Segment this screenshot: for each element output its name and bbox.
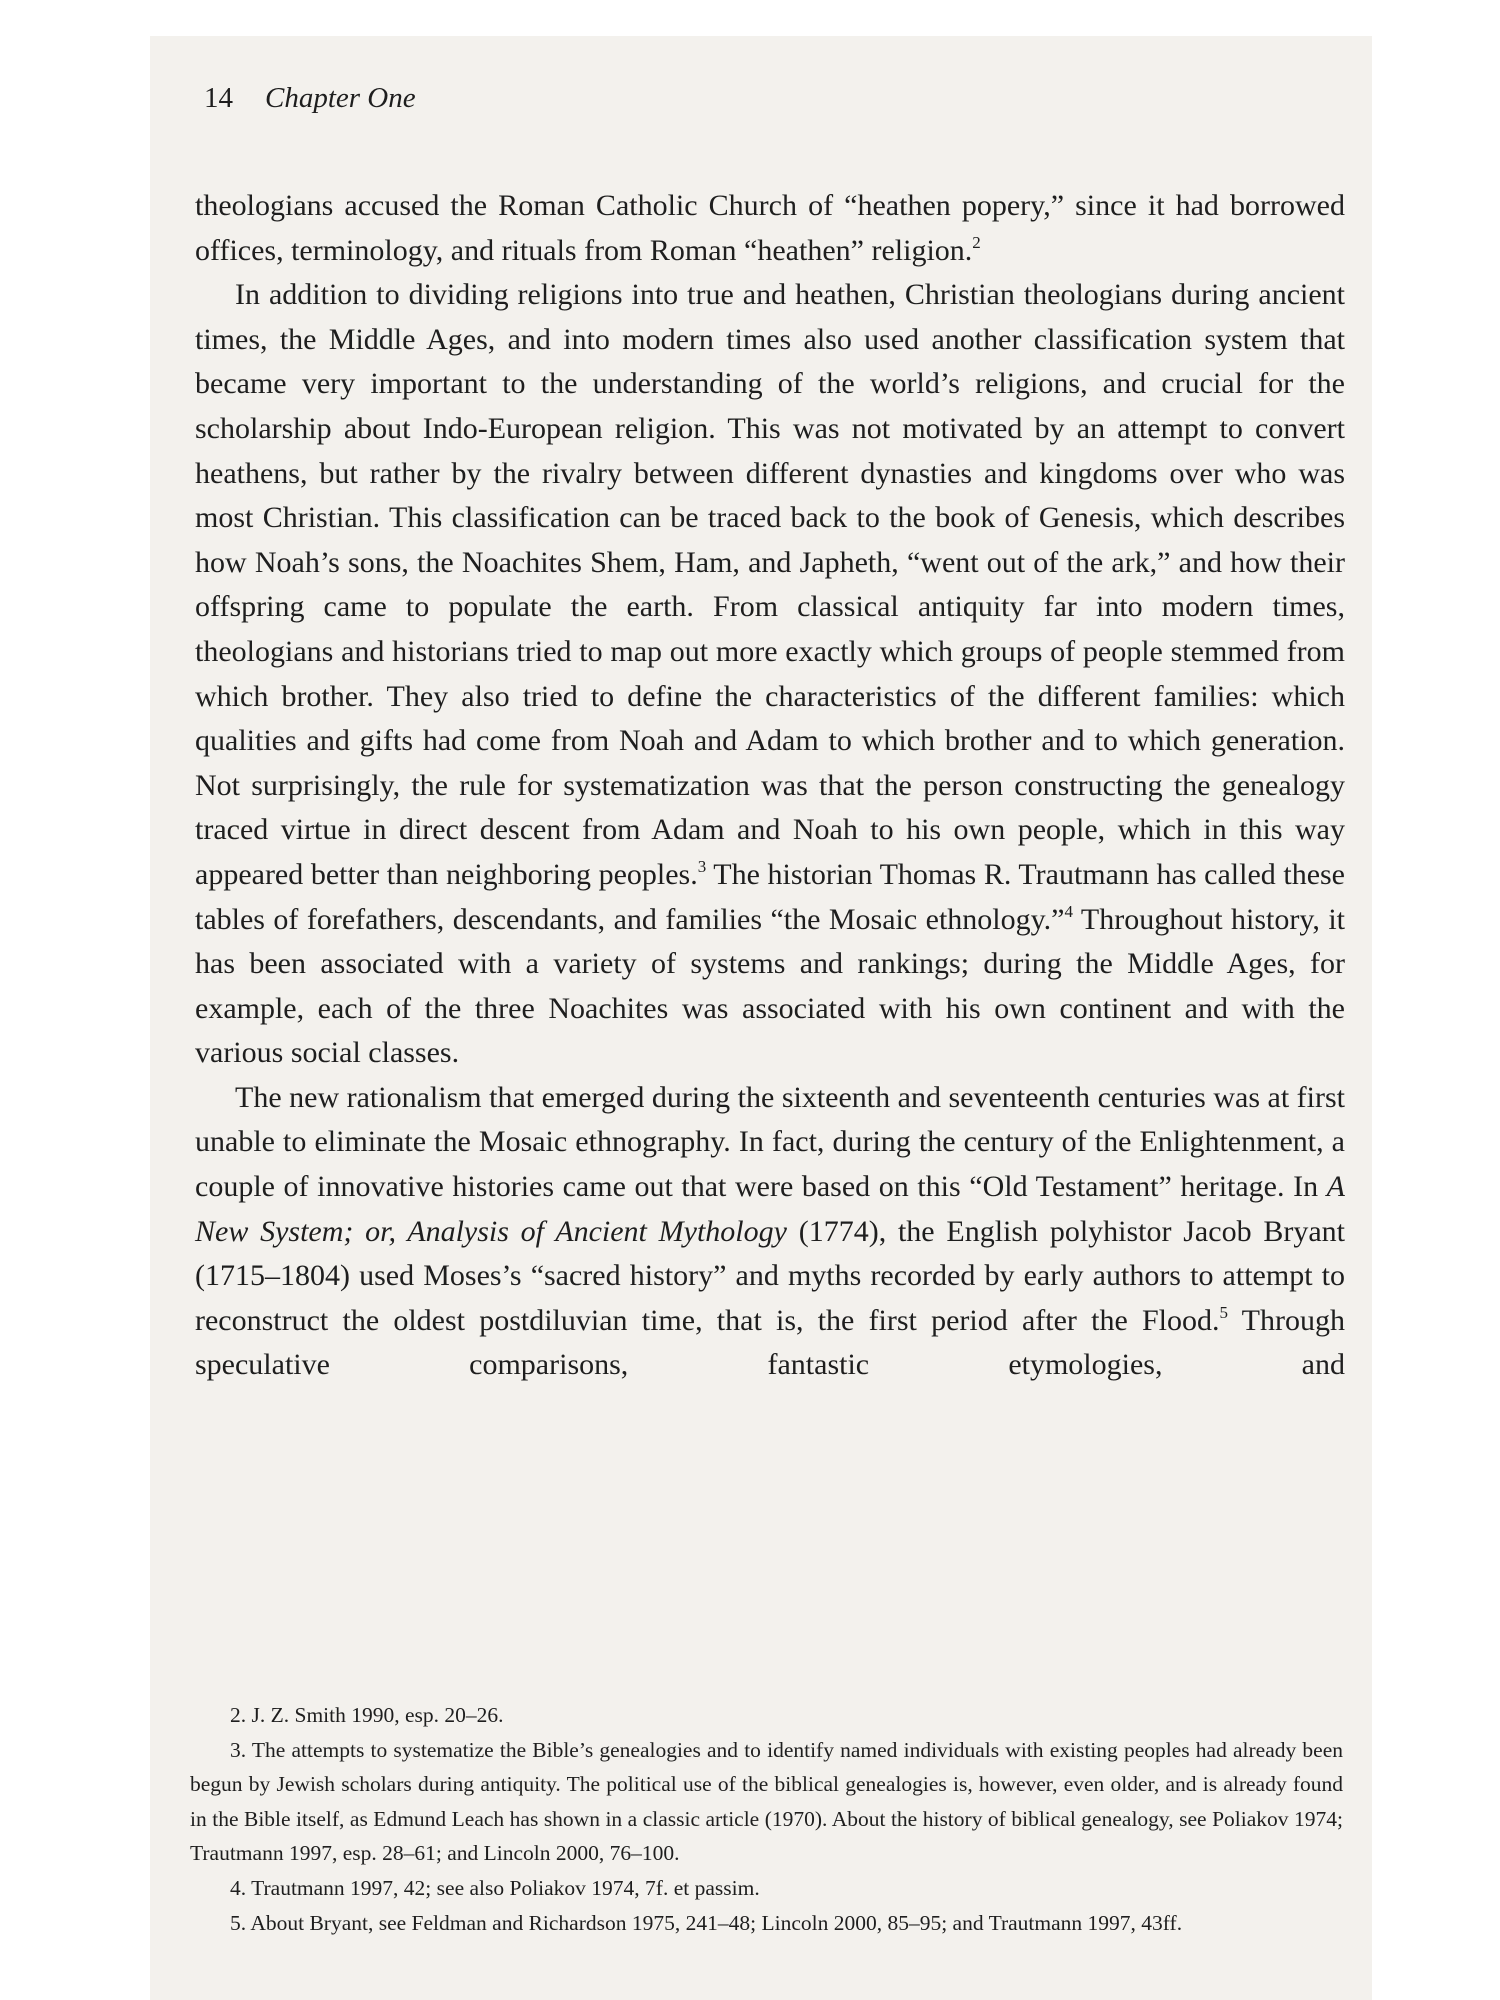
footnotes <box>190 1698 1343 1940</box>
footnote-ref: 2 <box>972 232 981 252</box>
paragraph <box>195 184 1345 273</box>
footnote-ref: 5 <box>1219 1302 1228 1322</box>
book-title: A New System; or, Analysis of Ancient Mythology <box>195 1170 1345 1248</box>
paragraph-text: The historian Thomas R. Trautmann has called these tables of forefathers, descendants, and families “the Mosaic ethnology.” <box>195 857 1345 936</box>
chapter-title: Chapter One <box>265 82 416 114</box>
paragraph-text: In addition to dividing religions into true and heathen, Christian theologians during ancient times, the Middle Ages, and into modern times also used another classification system that became very important to the understanding of the world’s religions, and crucial for the scholarship about Indo-European religion. This was not motivated by an attempt to convert heathens, but rather by the rivalry between different dynasties and kingdoms over who was most Christian. This classification can be traced back to the book of Genesis, which describes how Noah’s sons, the Noachites Shem, Ham, and Japheth, “went out of the ark,” and how their offspring came to populate the earth. From classical antiquity far into modern times, theologians and historians tried to map out more exactly which groups of people stemmed from which brother. They also tried to define the characteristics of the different families: which qualities and gifts had come from Noah and Adam to which brother and to which generation. Not surprisingly, the rule for systematization was that the person constructing the genealogy traced virtue in direct descent from Adam and Noah to his own people, which in this way appeared better than neighboring peoples. <box>195 278 1345 891</box>
paragraph-text: Through speculative comparisons, fantastic etymologies, and <box>195 1303 1345 1382</box>
paragraph-text: (1774), the English polyhistor Jacob Bryant (1715–1804) used Moses’s “sacred history” and myths recorded by early authors to attempt to reconstruct the oldest postdiluvian time, that is, the first period after the Flood. <box>195 1214 1345 1337</box>
paragraph-text: Throughout history, it has been associated with a variety of systems and rankings; during the Middle Ages, for example, each of the three Noachites was associated with his own continent and with the various social classes. <box>195 902 1345 1070</box>
footnote-ref: 4 <box>1064 901 1073 921</box>
page-number: 14 <box>204 82 233 114</box>
footnote: 4. Trautmann 1997, 42; see also Poliakov 1974, 7f. et passim. <box>230 1875 760 1900</box>
running-head <box>204 80 416 116</box>
footnote: 3. The attempts to systematize the Bible’s genealogies and to identify named individuals with existing peoples had already been begun by Jewish scholars during antiquity. The political use of the biblical genealogies is, however, even older, and is already found in the Bible itself, as Edmund Leach has shown in a classic article (1970). About the history of biblical genealogy, see Poliakov 1974; Trautmann 1997, esp. 28–61; and Lincoln 2000, 76–100. <box>190 1737 1343 1866</box>
footnote-ref: 3 <box>697 856 707 876</box>
footnote: 5. About Bryant, see Feldman and Richardson 1975, 241–48; Lincoln 2000, 85–95; and Trautmann 1997, 43ff. <box>230 1910 1183 1935</box>
body-text <box>195 184 1345 1388</box>
footnote: 2. J. Z. Smith 1990, esp. 20–26. <box>230 1703 504 1727</box>
paragraph <box>195 273 1345 1076</box>
book-page <box>150 36 1372 2000</box>
paragraph-text: theologians accused the Roman Catholic Church of “heathen popery,” since it had borrowed offices, terminology, and rituals from Roman “heathen” religion. <box>195 189 1345 267</box>
paragraph <box>195 1076 1345 1388</box>
paragraph-text: The new rationalism that emerged during the sixteenth and seventeenth centuries was at first unable to eliminate the Mosaic ethnography. In fact, during the century of the Enlightenment, a couple of innovative histories came out that were based on this “Old Testament” heritage. In <box>195 1080 1345 1204</box>
